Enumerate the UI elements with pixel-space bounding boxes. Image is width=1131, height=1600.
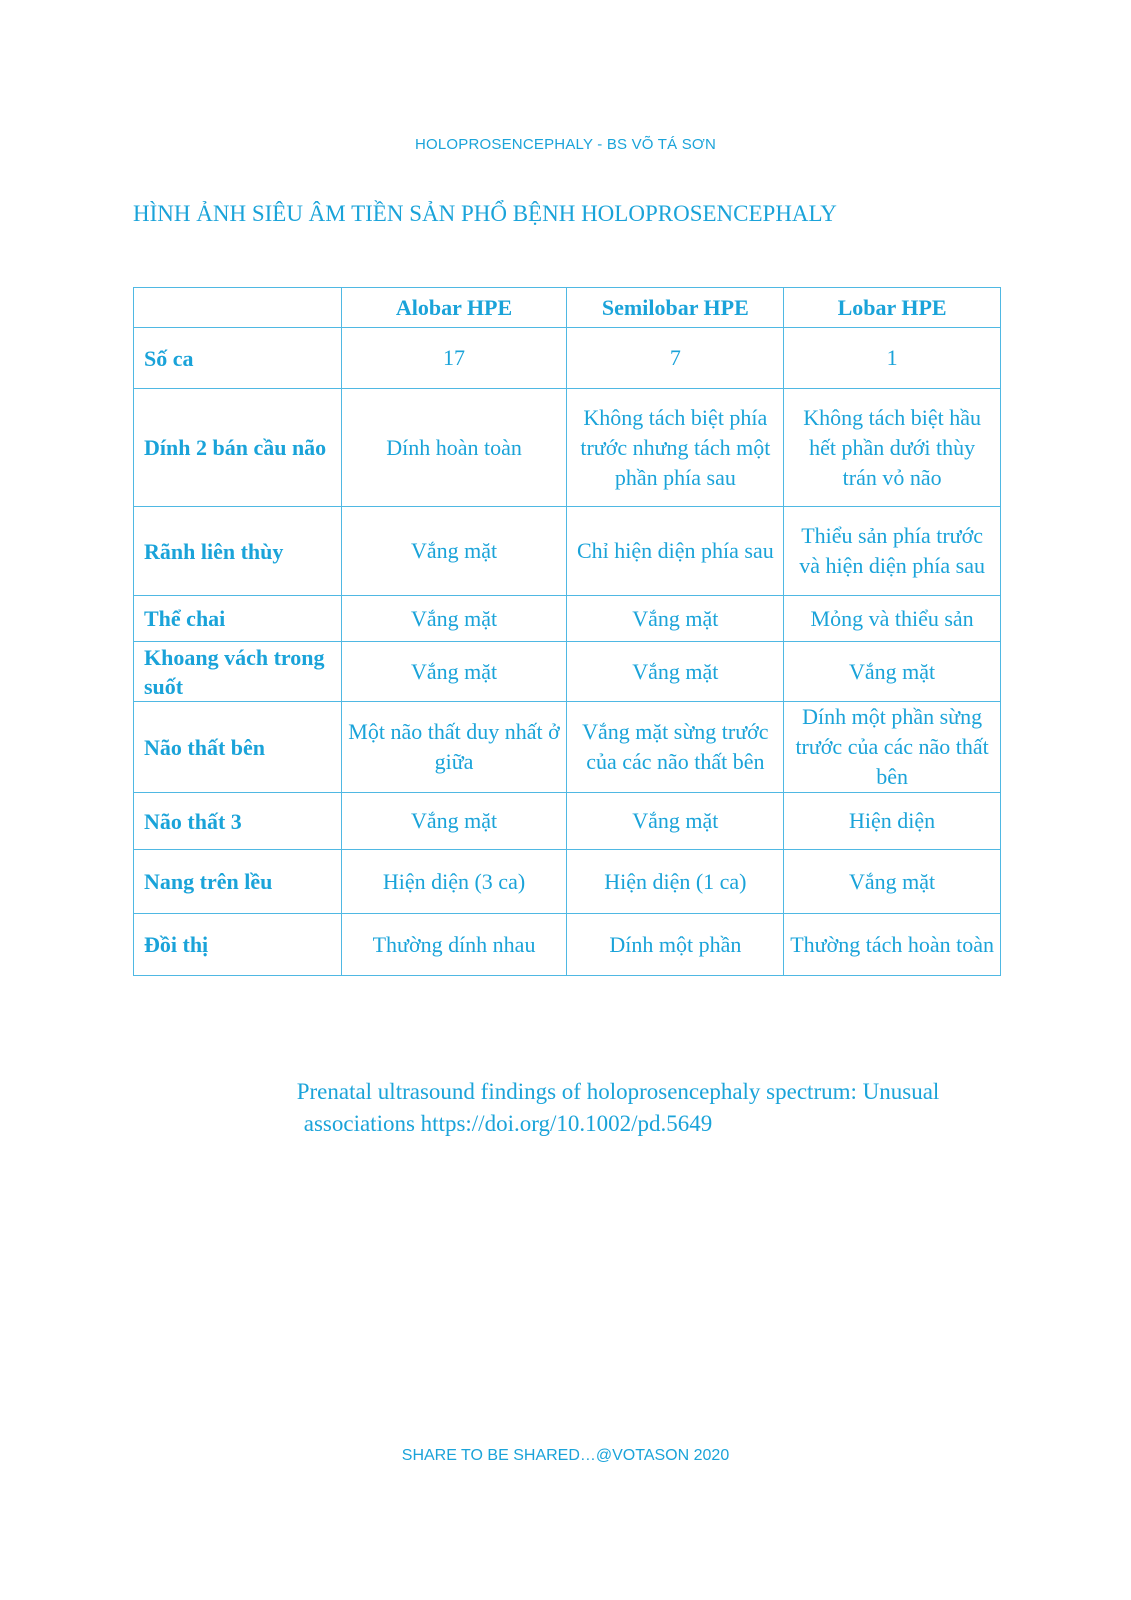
- table-cell: Vắng mặt: [341, 596, 567, 642]
- table-row: [134, 389, 1001, 507]
- table-row: [134, 914, 1001, 976]
- table-cell: Vắng mặt: [567, 642, 784, 702]
- row-label: Nang trên lều: [134, 850, 342, 914]
- row-label: Não thất bên: [134, 702, 342, 793]
- column-header-alobar: Alobar HPE: [341, 288, 567, 328]
- table-cell: Không tách biệt phía trước nhưng tách một phần phía sau: [567, 389, 784, 507]
- table-cell: 7: [567, 328, 784, 389]
- table-row: [134, 850, 1001, 914]
- table-cell: 1: [784, 328, 1001, 389]
- page-footer: SHARE TO BE SHARED…@VOTASON 2020: [401, 1447, 730, 1464]
- table-row: [134, 793, 1001, 850]
- table-cell: Dính một phần: [567, 914, 784, 976]
- table-cell: Thiểu sản phía trước và hiện diện phía sau: [784, 507, 1001, 596]
- row-label: Khoang vách trong suốt: [134, 642, 342, 702]
- table-cell: Dính hoàn toàn: [341, 389, 567, 507]
- row-label: Não thất 3: [134, 793, 342, 850]
- table-cell: Thường tách hoàn toàn: [784, 914, 1001, 976]
- table-cell: Vắng mặt: [341, 642, 567, 702]
- table-header-row: [134, 288, 1001, 328]
- column-header-semilobar: Semilobar HPE: [567, 288, 784, 328]
- table-cell: Vắng mặt: [567, 596, 784, 642]
- reference-line-2: associations https://doi.org/10.1002/pd.5649: [303, 1111, 713, 1136]
- table-cell: Chỉ hiện diện phía sau: [567, 507, 784, 596]
- hpe-comparison-table: [133, 287, 1001, 976]
- row-label: Đồi thị: [134, 914, 342, 976]
- table-cell: Mỏng và thiểu sản: [784, 596, 1001, 642]
- table-cell: 17: [341, 328, 567, 389]
- column-header-empty: [134, 288, 342, 328]
- reference-line-1: Prenatal ultrasound findings of holoprosencephaly spectrum: Unusual: [296, 1079, 940, 1104]
- table-cell: Thường dính nhau: [341, 914, 567, 976]
- row-label: Số ca: [134, 328, 342, 389]
- table-cell: Vắng mặt: [341, 793, 567, 850]
- table-row: [134, 507, 1001, 596]
- table-cell: Hiện diện: [784, 793, 1001, 850]
- table-cell: Hiện diện (3 ca): [341, 850, 567, 914]
- page-header: HOLOPROSENCEPHALY - BS VÕ TÁ SƠN: [414, 136, 716, 153]
- table-cell: Vắng mặt: [784, 642, 1001, 702]
- row-label: Thể chai: [134, 596, 342, 642]
- table-cell: Vắng mặt: [784, 850, 1001, 914]
- table-row: [134, 328, 1001, 389]
- table-cell: Dính một phần sừng trước của các não thất bên: [784, 702, 1001, 793]
- table-row: [134, 596, 1001, 642]
- document-title: HÌNH ẢNH SIÊU ÂM TIỀN SẢN PHỔ BỆNH HOLOPROSENCEPHALY: [133, 201, 837, 226]
- table-cell: Không tách biệt hầu hết phần dưới thùy trán vỏ não: [784, 389, 1001, 507]
- row-label: Dính 2 bán cầu não: [134, 389, 342, 507]
- reference-citation: [0, 1076, 1131, 1140]
- table-cell: Vắng mặt: [567, 793, 784, 850]
- row-label: Rãnh liên thùy: [134, 507, 342, 596]
- table-cell: Vắng mặt sừng trước của các não thất bên: [567, 702, 784, 793]
- column-header-lobar: Lobar HPE: [784, 288, 1001, 328]
- table-cell: Vắng mặt: [341, 507, 567, 596]
- table-row: [134, 702, 1001, 793]
- table-cell: Hiện diện (1 ca): [567, 850, 784, 914]
- table-cell: Một não thất duy nhất ở giữa: [341, 702, 567, 793]
- table-row: [134, 642, 1001, 702]
